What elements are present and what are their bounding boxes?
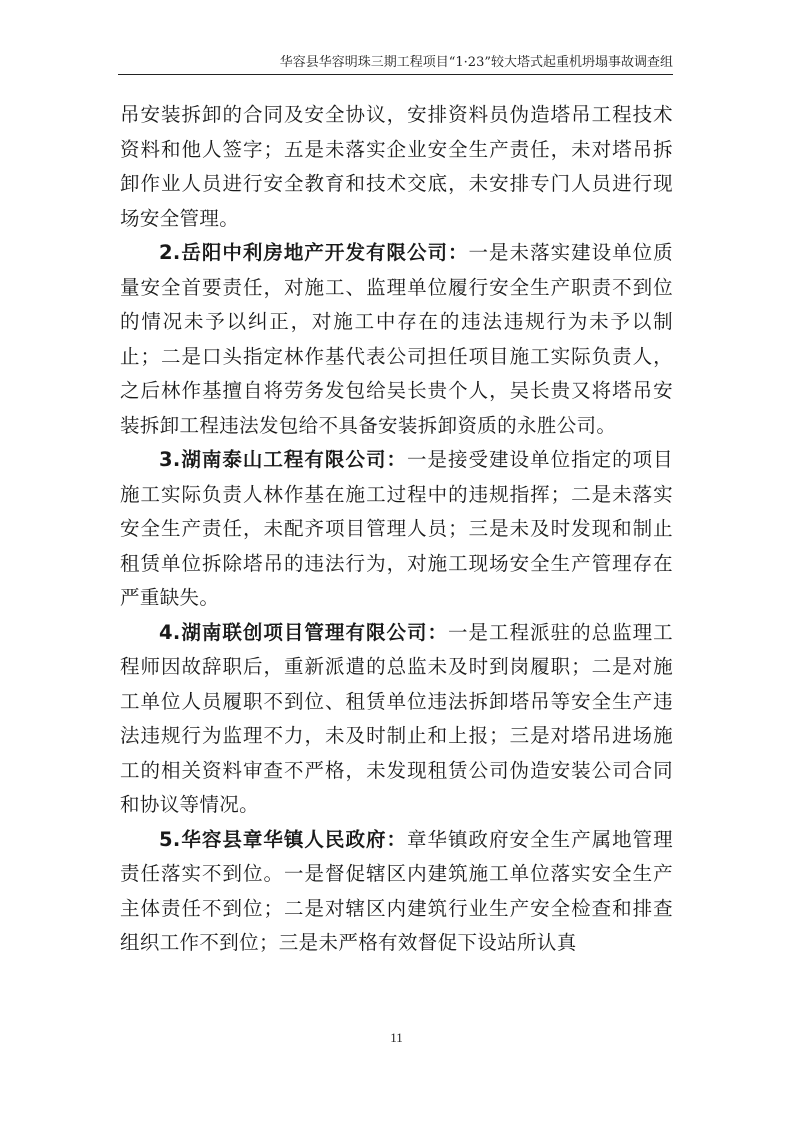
paragraph-section-3 xyxy=(120,443,673,616)
paragraph-section-2 xyxy=(120,236,673,443)
section-text: 一是未落实建设单位质量安全首要责任，对施工、监理单位履行安全生产职责不到位的情况未予以纠正，对施工中存在的违法违规行为未予以制止；二是口头指定林作基代表公司担任项目施工实际负责人，之后林作基擅自将劳务发包给吴长贵个人，吴长贵又将塔吊安装拆卸工程违法发包给不具备安装拆卸资质的永胜公司。 xyxy=(120,241,673,437)
paragraph-continuation: 吊安装拆卸的合同及安全协议，安排资料员伪造塔吊工程技术资料和他人签字；五是未落实企业安全生产责任，未对塔吊拆卸作业人员进行安全教育和技术交底，未安排专门人员进行现场安全管理。 xyxy=(120,103,673,230)
section-heading: 2.岳阳中利房地产开发有限公司： xyxy=(159,241,469,264)
paragraph-section-4 xyxy=(120,616,673,823)
running-title: 华容县华容明珠三期工程项目“1·23”较大塔式起重机坍塌事故调查组 xyxy=(279,55,673,70)
section-text: 章华镇政府安全生产属地管理责任落实不到位。一是督促辖区内建筑施工单位落实安全生产主体责任不到位；二是对辖区内建筑行业生产安全检查和排查组织工作不到位；三是未严格有效督促下设站所认真 xyxy=(120,827,673,954)
section-heading: 4.湖南联创项目管理有限公司： xyxy=(159,620,449,644)
section-heading: 5.华容县章华镇人民政府： xyxy=(159,827,407,851)
page-number: 11 xyxy=(390,1030,403,1045)
section-text: 一是工程派驻的总监理工程师因故辞职后，重新派遣的总监未及时到岗履职；二是对施工单位人员履职不到位、租赁单位违法拆卸塔吊等安全生产违法违规行为监理不力，未及时制止和上报；三是对塔吊进场施工的相关资料审查不严格，未发现租赁公司伪造安装公司合同和协议等情况。 xyxy=(120,620,673,816)
running-header xyxy=(118,54,673,75)
section-heading: 3.湖南泰山工程有限公司： xyxy=(159,448,407,471)
document-body xyxy=(120,98,673,961)
section-text: 一是接受建设单位指定的项目施工实际负责人林作基在施工过程中的违规指挥；二是未落实安全生产责任，未配齐项目管理人员；三是未及时发现和制止租赁单位拆除塔吊的违法行为，对施工现场安全生产管理存在严重缺失。 xyxy=(120,448,673,609)
paragraph-section-5 xyxy=(120,823,673,961)
